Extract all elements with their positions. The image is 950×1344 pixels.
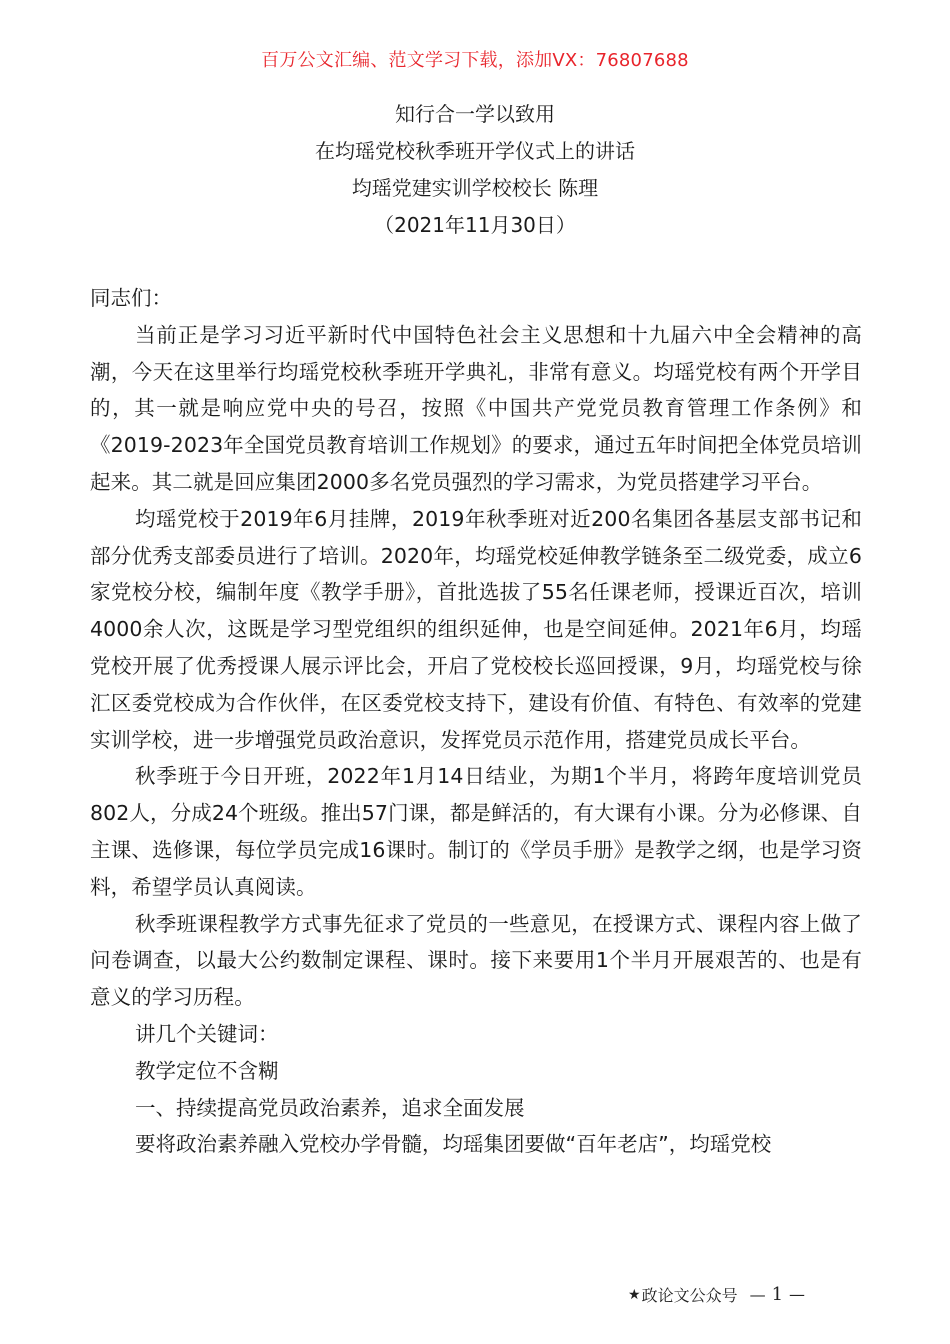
paragraph: 均瑶党校于2019年6月挂牌，2019年秋季班对近200名集团各基层支部书记和部分优秀支部委员进行了培训。2020年，均瑶党校延伸教学链条至二级党委，成立6家党校分校，编制年度《教学手册》，首批选拔了55名任课老师，授课近百次，培训4000余人次，这既是学习型党组织的组织延伸，也是空间延伸。2021年6月，均瑶党校开展了优秀授课人展示评比会，开启了党校校长巡回授课，9月，均瑶党校与徐汇区委党校成为合作伙伴，在区委党校支持下，建设有价值、有特色、有效率的党建实训学校，进一步增强党员政治意识，发挥党员示范作用，搭建党员成长平台。 — [90, 506, 862, 752]
watermark-banner: 百万公文汇编、范文学习下载，添加VX：76807688 — [261, 50, 689, 71]
salutation: 同志们： — [90, 286, 172, 310]
subheading: 教学定位不含糊 — [135, 1058, 279, 1083]
speaker-line: 均瑶党建实训学校校长 陈理 — [351, 176, 599, 200]
footer-dash-left: — — [749, 1285, 766, 1304]
page-number: 1 — [771, 1284, 784, 1305]
date-line: （2021年11月30日） — [374, 213, 576, 237]
footer-dash-right: — — [789, 1285, 806, 1304]
section-heading: 一、持续提高党员政治素养，追求全面发展 — [135, 1095, 525, 1120]
title-block — [0, 96, 950, 244]
keywords-intro: 讲几个关键词： — [135, 1021, 279, 1046]
paragraph: 秋季班课程教学方式事先征求了党员的一些意见，在授课方式、课程内容上做了问卷调查，以最大公约数制定课程、课时。接下来要用1个半月开展艰苦的、也是有意义的学习历程。 — [90, 911, 862, 1010]
document-body — [90, 280, 862, 1163]
star-icon: ★ — [628, 1286, 641, 1303]
document-title: 知行合一学以致用 — [395, 102, 555, 126]
paragraph: 当前正是学习习近平新时代中国特色社会主义思想和十九届六中全会精神的高潮，今天在这里举行均瑶党校秋季班开学典礼，非常有意义。均瑶党校有两个开学目的，其一就是响应党中央的号召，按照《中国共产党党员教育管理工作条例》和《2019-2023年全国党员教育培训工作规划》的要求，通过五年时间把全体党员培训起来。其二就是回应集团2000多名党员强烈的学习需求，为党员搭建学习平台。 — [90, 322, 862, 494]
paragraph: 要将政治素养融入党校办学骨髓，均瑶集团要做“百年老店”，均瑶党校 — [135, 1132, 772, 1157]
page-footer — [628, 1283, 805, 1306]
document-subtitle: 在均瑶党校秋季班开学仪式上的讲话 — [315, 139, 635, 163]
footer-source: 政论文公众号 — [641, 1286, 738, 1305]
paragraph: 秋季班于今日开班，2022年1月14日结业，为期1个半月，将跨年度培训党员802人，分成24个班级。推出57门课，都是鲜活的，有大课有小课。分为必修课、自主课、选修课，每位学员完成16课时。制订的《学员手册》是教学之纲，也是学习资料，希望学员认真阅读。 — [90, 764, 862, 899]
